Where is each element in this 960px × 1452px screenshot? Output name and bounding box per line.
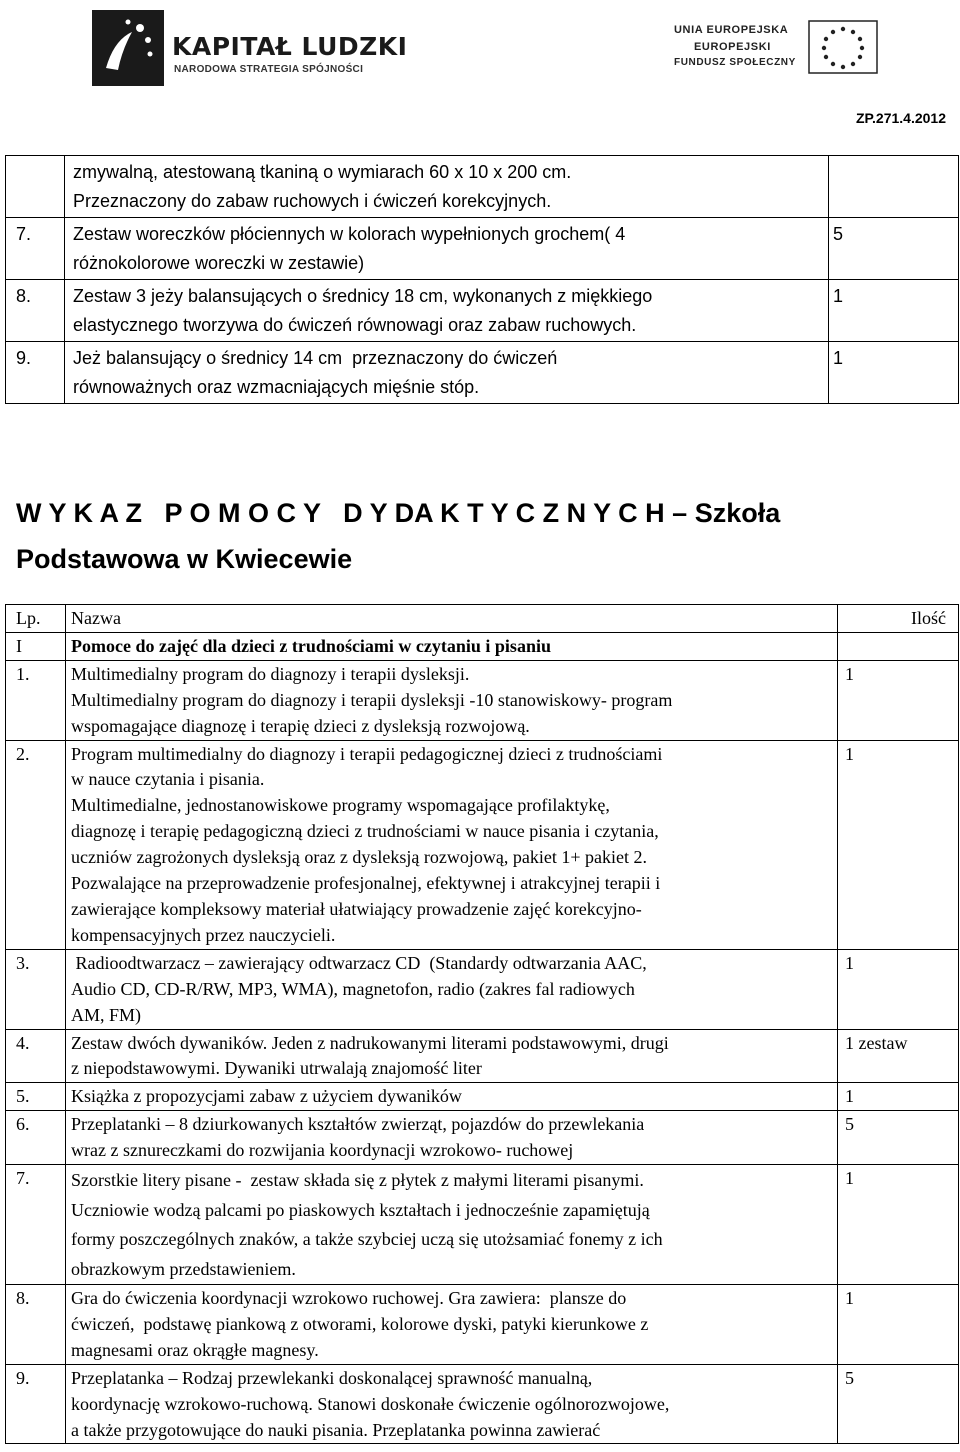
row-qty: 5 <box>838 1364 959 1444</box>
row-name-line: Gra do ćwiczenia koordynacji wzrokowo ruchowej. Gra zawiera: plansze do <box>71 1288 627 1309</box>
row-name <box>66 1364 838 1444</box>
row-name-line: w nauce czytania i pisania. <box>71 769 265 790</box>
row-name <box>66 1083 838 1111</box>
row-name-line: Przeplatanka – Rodzaj przewlekanki doskonalącej sprawność manualną, <box>71 1367 593 1388</box>
row-lp: 3. <box>6 949 66 1029</box>
row-lp: 8. <box>6 1285 66 1365</box>
row-lp: 8. <box>6 280 65 342</box>
eu-flag-icon <box>808 20 878 74</box>
row-name-line: Pozwalające na przeprowadzenie profesjonalnej, efektywnej i atrakcyjnej terapii i <box>71 873 661 894</box>
section-qty <box>838 632 959 660</box>
row-name <box>65 218 829 280</box>
row-name-line: wraz z sznureczkami do rozwijania koordynacji wzrokowo- ruchowej <box>71 1140 574 1161</box>
row-name-line: Przeplatanki – 8 dziurkowanych kształtów zwierząt, pojazdów do przewlekania <box>71 1114 645 1135</box>
logo-title: KAPITAŁ LUDZKI <box>172 32 408 61</box>
row-name-line: Multimedialny program do diagnozy i terapii dysleksji -10 stanowiskowy- program <box>71 689 673 710</box>
row-qty: 1 <box>829 280 959 342</box>
row-name <box>66 740 838 949</box>
row-qty: 1 <box>838 1083 959 1111</box>
row-lp: 5. <box>6 1083 66 1111</box>
row-name-line: z niepodstawowymi. Dywaniki utrwalają znajomość liter <box>71 1058 482 1079</box>
row-qty: 1 <box>838 1165 959 1285</box>
row-lp: 9. <box>6 342 65 404</box>
row-name-line: koordynację wzrokowo-ruchową. Stanowi doskonałe ćwiczenie ogólnorozwojowe, <box>71 1393 670 1414</box>
row-name-line: formy poszczególnych znaków, a także szybciej uczą się utożsamiać fonemy z ich <box>71 1229 663 1250</box>
row-name-line: diagnozę i terapię pedagogiczną dzieci z trudnościami w nauce pisania i czytania, <box>71 821 659 842</box>
table-row <box>6 740 959 949</box>
table-row <box>6 1285 959 1365</box>
row-lp: 4. <box>6 1029 66 1083</box>
row-name-line: Jeż balansujący o średnicy 14 cm przeznaczony do ćwiczeń <box>73 348 558 368</box>
row-qty: 1 <box>838 660 959 740</box>
row-name <box>66 1285 838 1365</box>
logo-subtitle: NARODOWA STRATEGIA SPÓJNOŚCI <box>174 64 364 75</box>
eu-logo-line-1: UNIA EUROPEJSKA <box>674 24 789 36</box>
row-name-line: Program multimedialny do diagnozy i terapii pedagogicznej dzieci z trudnościami <box>71 743 663 764</box>
table-row <box>6 1364 959 1444</box>
section-row <box>6 632 959 660</box>
teaching-aids-table <box>5 604 959 1444</box>
row-qty: 5 <box>838 1111 959 1165</box>
row-lp: 6. <box>6 1111 66 1165</box>
row-name-line: elastycznego tworzywa do ćwiczeń równowagi oraz zabaw ruchowych. <box>73 315 637 335</box>
table-row <box>6 342 959 404</box>
row-name-line: uczniów zagrożonych dysleksją oraz z dysleksją rozwojową, pakiet 1+ pakiet 2. <box>71 847 647 868</box>
row-name <box>66 1165 838 1285</box>
eu-logo-line-2: EUROPEJSKI <box>694 41 771 53</box>
row-name <box>65 342 829 404</box>
section-title: Pomoce do zajęć dla dzieci z trudnościami w czytaniu i pisaniu <box>66 632 838 660</box>
row-name-line: Zestaw dwóch dywaników. Jeden z nadrukowanymi literami podstawowymi, drugi <box>71 1032 669 1053</box>
table-row <box>6 949 959 1029</box>
row-name-line: a także przygotowujące do nauki pisania. Przeplatanka powinna zawierać <box>71 1419 601 1440</box>
table-row <box>6 218 959 280</box>
logo-mark-icon <box>92 10 164 86</box>
eu-logo <box>668 20 878 80</box>
row-name-line: magnesami oraz okrągłe magnesy. <box>71 1339 319 1360</box>
row-name-line: Multimedialne, jednostanowiskowe programy wspomagające profilaktykę, <box>71 795 610 816</box>
header-name: Nazwa <box>66 605 838 633</box>
row-qty <box>829 156 959 218</box>
eu-logo-line-3: FUNDUSZ SPOŁECZNY <box>674 57 796 68</box>
row-qty: 5 <box>829 218 959 280</box>
row-name-line: Szorstkie litery pisane - zestaw składa się z płytek z małymi literami pisanymi. <box>71 1170 644 1191</box>
heading-rest: – Szkoła Podstawowa w Kwiecewie <box>16 498 781 574</box>
row-name <box>66 660 838 740</box>
header-lp: Lp. <box>6 605 66 633</box>
section-lp: I <box>6 632 66 660</box>
table-row <box>6 280 959 342</box>
row-qty: 1 <box>838 740 959 949</box>
row-name-line: różnokolorowe woreczki w zestawie) <box>73 253 365 273</box>
table-row <box>6 1083 959 1111</box>
row-qty: 1 <box>838 1285 959 1365</box>
row-qty: 1 <box>838 949 959 1029</box>
row-name-line: równoważnych oraz wzmacniających mięśnie stóp. <box>73 377 480 397</box>
document-number: ZP.271.4.2012 <box>855 110 946 126</box>
row-name-line: Audio CD, CD-R/RW, MP3, WMA), magnetofon, radio (zakres fal radiowych <box>71 978 635 999</box>
row-name <box>66 1111 838 1165</box>
row-name-line: Zestaw 3 jeży balansujących o średnicy 18 cm, wykonanych z miękkiego <box>73 286 653 306</box>
row-lp: 2. <box>6 740 66 949</box>
row-name <box>65 280 829 342</box>
row-name-line: wspomagające diagnozę i terapię dzieci z dysleksją rozwojową. <box>71 715 530 736</box>
row-name-line: zmywalną, atestowaną tkaniną o wymiarach 60 x 10 x 200 cm. <box>73 162 572 182</box>
row-lp: 1. <box>6 660 66 740</box>
table-row <box>6 1111 959 1165</box>
row-name <box>66 949 838 1029</box>
row-name-line: Zestaw woreczków płóciennych w kolorach wypełnionych grochem( 4 <box>73 224 626 244</box>
row-name-line: obrazkowym przedstawieniem. <box>71 1258 296 1279</box>
heading-spaced: W Y K A Z P O M O C Y D Y DA K T Y C Z N Y C H <box>16 498 665 528</box>
row-lp: 9. <box>6 1364 66 1444</box>
kapital-ludzki-logo <box>92 10 422 90</box>
table-row <box>6 1029 959 1083</box>
table-row <box>6 156 959 218</box>
section-heading <box>16 490 916 582</box>
row-lp: 7. <box>6 218 65 280</box>
row-name-line: ćwiczeń, podstawę piankową z otworami, kolorowe dyski, patyki kierunkowe z <box>71 1313 649 1334</box>
row-name-line: Multimedialny program do diagnozy i terapii dysleksji. <box>71 663 470 684</box>
row-name-line: AM, FM) <box>71 1004 142 1025</box>
row-lp <box>6 156 65 218</box>
table-continuation <box>5 155 959 404</box>
row-name-line: Radioodtwarzacz – zawierający odtwarzacz CD (Standardy odtwarzania AAC, <box>71 952 647 973</box>
row-name-line: Przeznaczony do zabaw ruchowych i ćwiczeń korekcyjnych. <box>73 191 552 211</box>
table-row <box>6 1165 959 1285</box>
row-name-line: Książka z propozycjami zabaw z użyciem dywaników <box>71 1086 462 1107</box>
row-name <box>65 156 829 218</box>
row-qty: 1 <box>829 342 959 404</box>
table-row <box>6 660 959 740</box>
row-lp: 7. <box>6 1165 66 1285</box>
table-header-row <box>6 605 959 633</box>
row-name-line: kompensacyjnych przez nauczycieli. <box>71 924 336 945</box>
row-name-line: Uczniowie wodzą palcami po piaskowych kształtach i jednocześnie zapamiętują <box>71 1199 650 1220</box>
row-qty: 1 zestaw <box>838 1029 959 1083</box>
row-name <box>66 1029 838 1083</box>
header-qty: Ilość <box>838 605 959 633</box>
row-name-line: zawierające kompleksowy materiał ułatwiający prowadzenie zajęć korekcyjno- <box>71 898 642 919</box>
